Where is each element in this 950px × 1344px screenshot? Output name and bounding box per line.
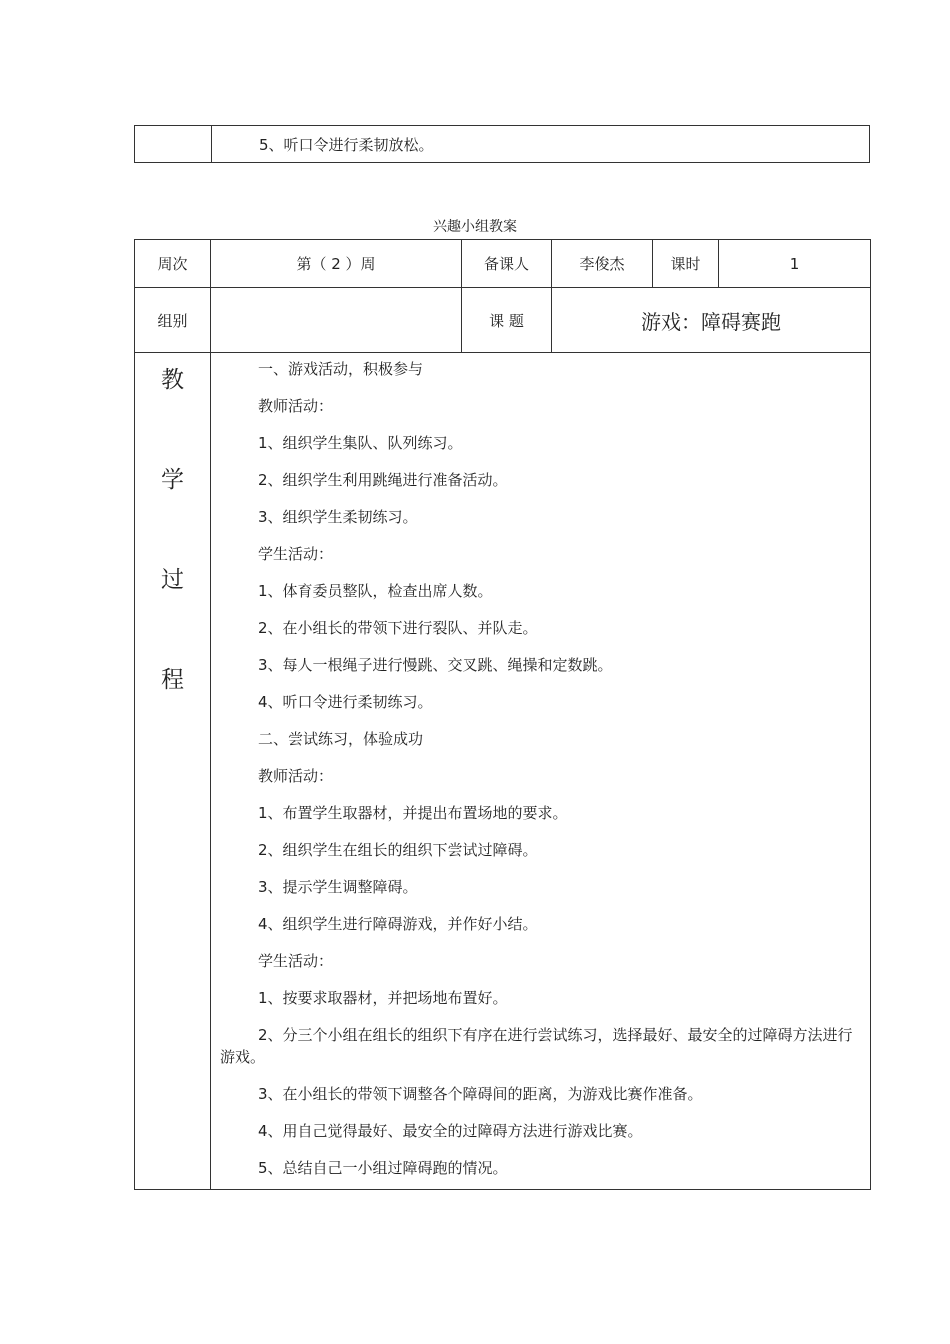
content-line: 3、每人一根绳子进行慢跳、交叉跳、绳操和定数跳。 (258, 656, 613, 674)
preparer-value: 李俊杰 (552, 240, 653, 288)
content-line: 教师活动： (258, 397, 334, 415)
week-value: 第（ 2 ）周 (211, 240, 462, 288)
process-label-char: 学 (161, 467, 184, 493)
content-line: 5、总结自己一小组过障碍跑的情况。 (258, 1159, 508, 1177)
process-label-char: 过 (161, 567, 184, 593)
content-line: 4、听口令进行柔韧练习。 (258, 693, 433, 711)
process-label-char: 教 (161, 367, 184, 393)
content-line: 学生活动： (258, 952, 334, 970)
week-label: 周次 (135, 240, 211, 288)
content-line: 2、组织学生利用跳绳进行准备活动。 (258, 471, 508, 489)
process-label-cell (135, 353, 211, 1190)
content-line: 学生活动： (258, 545, 334, 563)
previous-row-text: 5、听口令进行柔韧放松。 (212, 126, 870, 163)
previous-page-table (134, 125, 870, 163)
content-line: 3、提示学生调整障碍。 (258, 878, 418, 896)
table-row (135, 353, 871, 1190)
document-title: 兴趣小组教案 (433, 219, 517, 235)
content-line: 1、组织学生集队、队列练习。 (258, 434, 463, 452)
period-label: 课时 (653, 240, 719, 288)
content-line: 3、在小组长的带领下调整各个障碍间的距离，为游戏比赛作准备。 (258, 1085, 703, 1103)
content-line: 3、组织学生柔韧练习。 (258, 508, 418, 526)
period-value: 1 (719, 240, 871, 288)
process-label (135, 353, 210, 765)
content-line: 1、体育委员整队，检查出席人数。 (258, 582, 493, 600)
content-line: 1、布置学生取器材，并提出布置场地的要求。 (258, 804, 568, 822)
process-content-cell (211, 353, 871, 1190)
table-row (135, 288, 871, 353)
lesson-topic: 游戏：障碍赛跑 (552, 288, 871, 353)
lesson-plan-table (134, 239, 871, 1190)
content-line: 二、尝试练习，体验成功 (258, 730, 424, 748)
table-row (135, 126, 870, 163)
content-line: 1、按要求取器材，并把场地布置好。 (258, 989, 508, 1007)
group-value (211, 288, 462, 353)
group-label: 组别 (135, 288, 211, 353)
content-line: 2、在小组长的带领下进行裂队、并队走。 (258, 619, 538, 637)
table-row (135, 240, 871, 288)
process-content (220, 353, 862, 1189)
topic-label: 课 题 (462, 288, 552, 353)
content-line: 2、分三个小组在组长的组织下有序在进行尝试练习，选择最好、最安全的过障碍方法进行游戏。 (220, 1026, 853, 1066)
content-line: 一、游戏活动，积极参与 (258, 360, 424, 378)
content-line: 教师活动： (258, 767, 334, 785)
content-line: 2、组织学生在组长的组织下尝试过障碍。 (258, 841, 538, 859)
process-label-char: 程 (161, 667, 184, 693)
empty-cell (135, 126, 212, 163)
content-line: 4、用自己觉得最好、最安全的过障碍方法进行游戏比赛。 (258, 1122, 643, 1140)
preparer-label: 备课人 (462, 240, 552, 288)
content-line: 4、组织学生进行障碍游戏，并作好小结。 (258, 915, 538, 933)
